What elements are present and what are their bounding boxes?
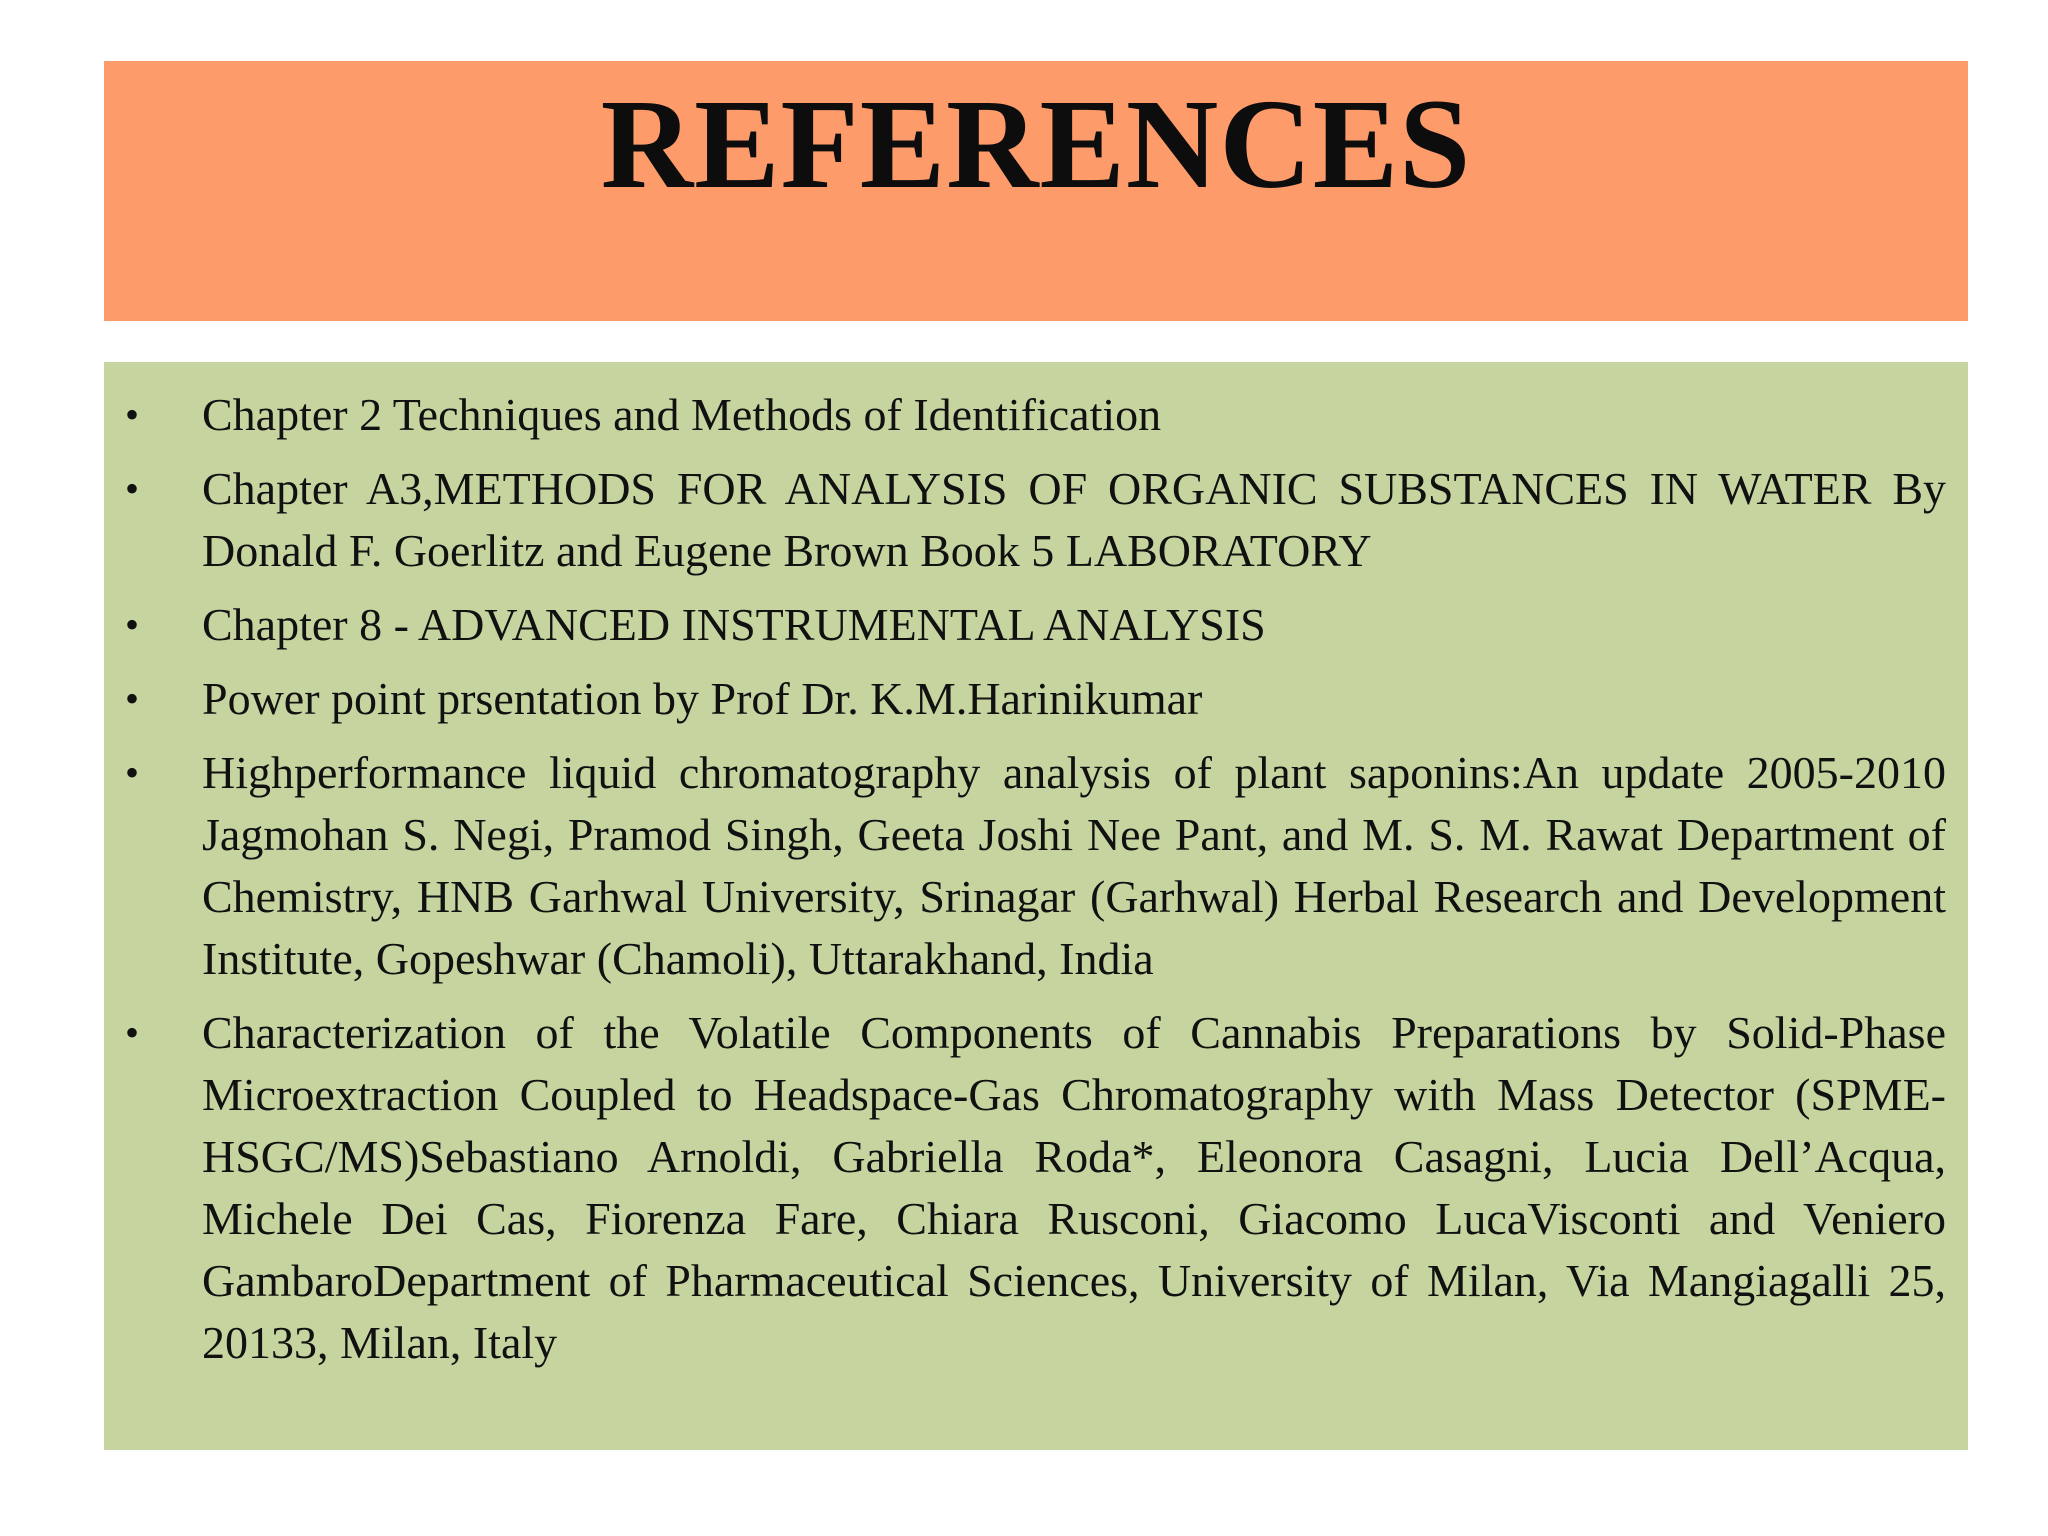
reference-text: Chapter A3,METHODS FOR ANALYSIS OF ORGANIC SUBSTANCES IN WATER By Donald F. Goerlitz and Eugene Brown Book 5 LABORATORY xyxy=(202,463,1946,576)
reference-item xyxy=(104,1002,1946,1374)
reference-text: Chapter 8 - ADVANCED INSTRUMENTAL ANALYSIS xyxy=(202,599,1266,650)
reference-item xyxy=(104,594,1946,656)
reference-item xyxy=(104,458,1946,582)
bullet-icon: • xyxy=(125,392,140,437)
bullet-icon: • xyxy=(125,750,140,795)
bullet-icon: • xyxy=(125,1010,140,1055)
reference-item xyxy=(104,384,1946,446)
references-list xyxy=(104,384,1946,1374)
reference-text: Characterization of the Volatile Components of Cannabis Preparations by Solid-Phase Microextraction Coupled to Headspace-Gas Chromatography with Mass Detector (SPME-HSGC/MS)Sebastiano Arnoldi, Gabriella Roda*, Eleonora Casagni, Lucia Dell’Acqua, Michele Dei Cas, Fiorenza Fare, Chiara Rusconi, Giacomo LucaVisconti and Veniero GambaroDepartment of Pharmaceutical Sciences, University of Milan, Via Mangiagalli 25, 20133, Milan, Italy xyxy=(202,1007,1946,1368)
slide-title: REFERENCES xyxy=(600,73,1472,216)
reference-item xyxy=(104,742,1946,990)
bullet-icon: • xyxy=(125,466,140,511)
bullet-icon: • xyxy=(125,676,140,721)
reference-text: Power point prsentation by Prof Dr. K.M.Harinikumar xyxy=(202,673,1203,724)
references-panel xyxy=(104,362,1968,1450)
reference-item xyxy=(104,668,1946,730)
title-banner xyxy=(104,61,1968,321)
reference-text: Chapter 2 Techniques and Methods of Identification xyxy=(202,389,1162,440)
reference-text: Highperformance liquid chromatography analysis of plant saponins:An update 2005-2010 Jagmohan S. Negi, Pramod Singh, Geeta Joshi Nee Pant, and M. S. M. Rawat Department of Chemistry, HNB Garhwal University, Srinagar (Garhwal) Herbal Research and Development Institute, Gopeshwar (Chamoli), Uttarakhand, India xyxy=(202,747,1946,984)
bullet-icon: • xyxy=(125,602,140,647)
